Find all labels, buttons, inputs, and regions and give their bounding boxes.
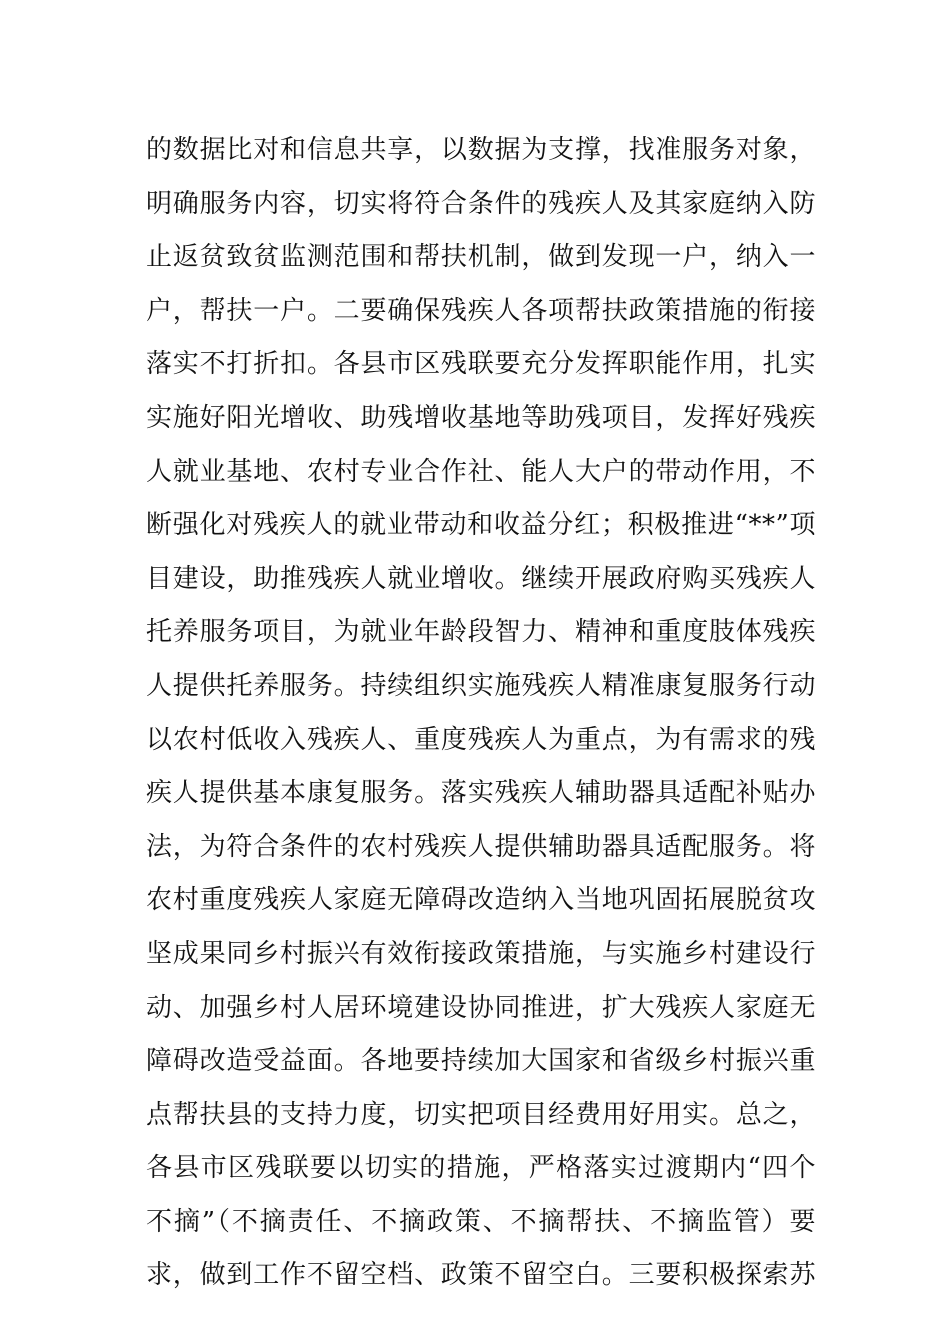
text-line: 断强化对残疾人的就业带动和收益分红；积极推进“**”项 bbox=[146, 510, 816, 541]
text-line: 目建设，助推残疾人就业增收。继续开展政府购买残疾人 bbox=[146, 563, 816, 594]
text-line: 不摘”（不摘责任、不摘政策、不摘帮扶、不摘监管）要 bbox=[146, 1206, 816, 1237]
text-line: 的数据比对和信息共享，以数据为支撑，找准服务对象， bbox=[146, 135, 816, 165]
text-line: 疾人提供基本康复服务。落实残疾人辅助器具适配补贴办 bbox=[146, 778, 816, 809]
text-line: 实施好阳光增收、助残增收基地等助残项目，发挥好残疾 bbox=[146, 402, 816, 433]
text-line: 障碍改造受益面。各地要持续加大国家和省级乡村振兴重 bbox=[146, 1046, 816, 1077]
text-line: 动、加强乡村人居环境建设协同推进，扩大残疾人家庭无 bbox=[146, 992, 816, 1023]
text-line: 点帮扶县的支持力度，切实把项目经费用好用实。总之， bbox=[146, 1099, 816, 1130]
text-line: 人就业基地、农村专业合作社、能人大户的带动作用，不 bbox=[146, 456, 816, 487]
text-line: 以农村低收入残疾人、重度残疾人为重点，为有需求的残 bbox=[146, 724, 816, 755]
text-line: 各县市区残联要以切实的措施，严格落实过渡期内“四个 bbox=[146, 1153, 816, 1184]
text-line: 止返贫致贫监测范围和帮扶机制，做到发现一户，纳入一 bbox=[146, 242, 816, 273]
text-line: 坚成果同乡村振兴有效衔接政策措施，与实施乡村建设行 bbox=[146, 938, 816, 969]
text-line: 明确服务内容，切实将符合条件的残疾人及其家庭纳入防 bbox=[146, 188, 816, 219]
text-line: 托养服务项目，为就业年龄段智力、精神和重度肢体残疾 bbox=[146, 617, 816, 648]
text-line: 户，帮扶一户。二要确保残疾人各项帮扶政策措施的衔接 bbox=[146, 295, 816, 326]
body-paragraph bbox=[146, 128, 816, 1307]
text-line: 落实不打折扣。各县市区残联要充分发挥职能作用，扎实 bbox=[146, 349, 816, 380]
text-line: 法，为符合条件的农村残疾人提供辅助器具适配服务。将 bbox=[146, 831, 816, 862]
text-line: 人提供托养服务。持续组织实施残疾人精准康复服务行动 bbox=[146, 670, 816, 701]
text-line: 求，做到工作不留空档、政策不留空白。三要积极探索苏 bbox=[146, 1260, 816, 1291]
text-line: 农村重度残疾人家庭无障碍改造纳入当地巩固拓展脱贫攻 bbox=[146, 885, 816, 916]
